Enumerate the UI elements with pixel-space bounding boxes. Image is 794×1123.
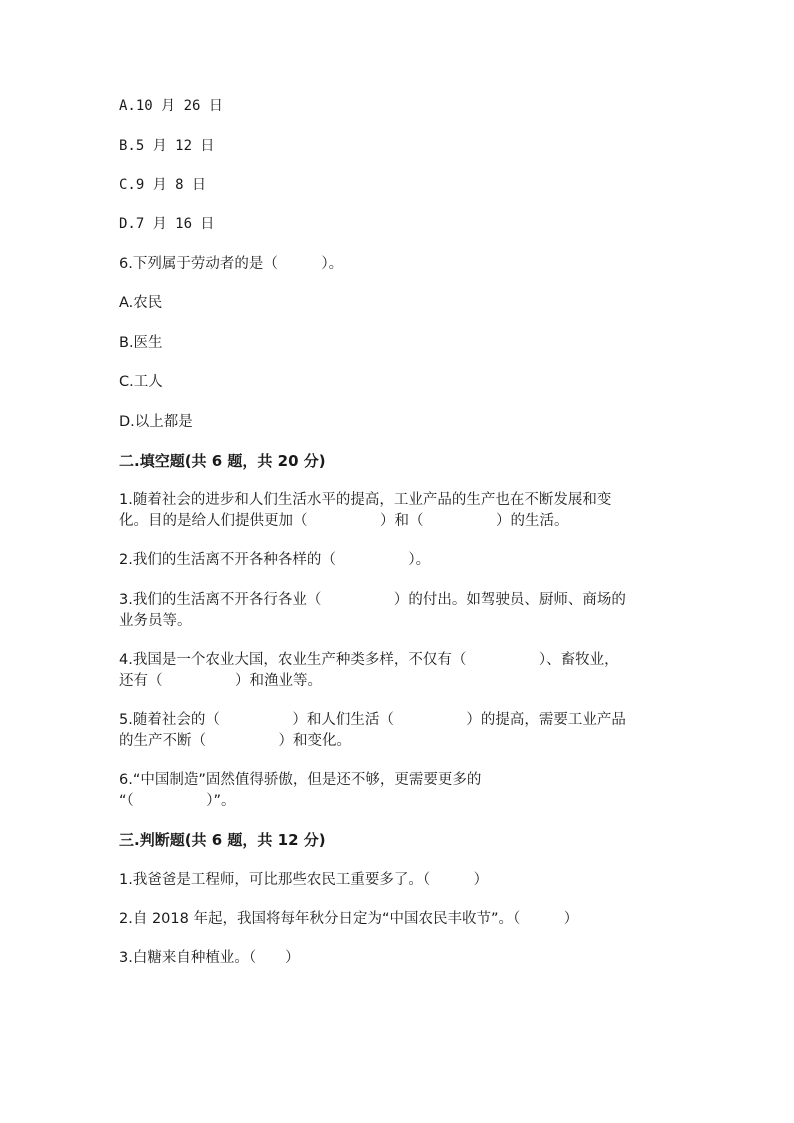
fill-q6-line2: “（ ）”。	[119, 793, 236, 809]
q6-question: 6.下列属于劳动者的是（ ）。	[119, 256, 344, 272]
q5-option-a: A.10 月 26 日	[119, 98, 223, 114]
fill-q5-line2: 的生产不断（ ）和变化。	[119, 733, 351, 749]
q6-option-c: C.工人	[119, 374, 163, 390]
fill-q1-line1: 1.随着社会的进步和人们生活水平的提高，工业产品的生产也在不断发展和变	[119, 492, 612, 508]
q5-option-b: B.5 月 12 日	[119, 138, 215, 154]
fill-q2: 2.我们的生活离不开各种各样的（ ）。	[119, 552, 431, 568]
q6-option-b: B.医生	[119, 335, 163, 351]
q5-option-c: C.9 月 8 日	[119, 177, 207, 193]
judge-q3: 3.白糖来自种植业。（ ）	[119, 950, 300, 966]
fill-q4-line1: 4.我国是一个农业大国，农业生产种类多样，不仅有（ ）、畜牧业，	[119, 652, 619, 668]
fill-q6-line1: 6.“中国制造”固然值得骄傲，但是还不够，更需要更多的	[119, 772, 482, 788]
section3-heading: 三.判断题(共 6 题，共 12 分)	[119, 831, 326, 849]
q6-option-a: A.农民	[119, 295, 163, 311]
judge-q1: 1.我爸爸是工程师，可比那些农民工重要多了。（ ）	[119, 872, 489, 888]
section2-heading: 二.填空题(共 6 题，共 20 分)	[119, 452, 326, 470]
q6-option-d: D.以上都是	[119, 414, 193, 430]
fill-q3-line2: 业务员等。	[119, 613, 192, 629]
q5-option-d: D.7 月 16 日	[119, 216, 215, 232]
fill-q4-line2: 还有（ ）和渔业等。	[119, 673, 322, 689]
fill-q3-line1: 3.我们的生活离不开各行各业（ ）的付出。如驾驶员、厨师、商场的	[119, 592, 626, 608]
fill-q5-line1: 5.随着社会的（ ）和人们生活（ ）的提高，需要工业产品	[119, 712, 626, 728]
judge-q2: 2.自 2018 年起，我国将每年秋分日定为“中国农民丰收节”。（ ）	[119, 911, 579, 927]
fill-q1-line2: 化。目的是给人们提供更加（ ）和（ ）的生活。	[119, 513, 569, 529]
